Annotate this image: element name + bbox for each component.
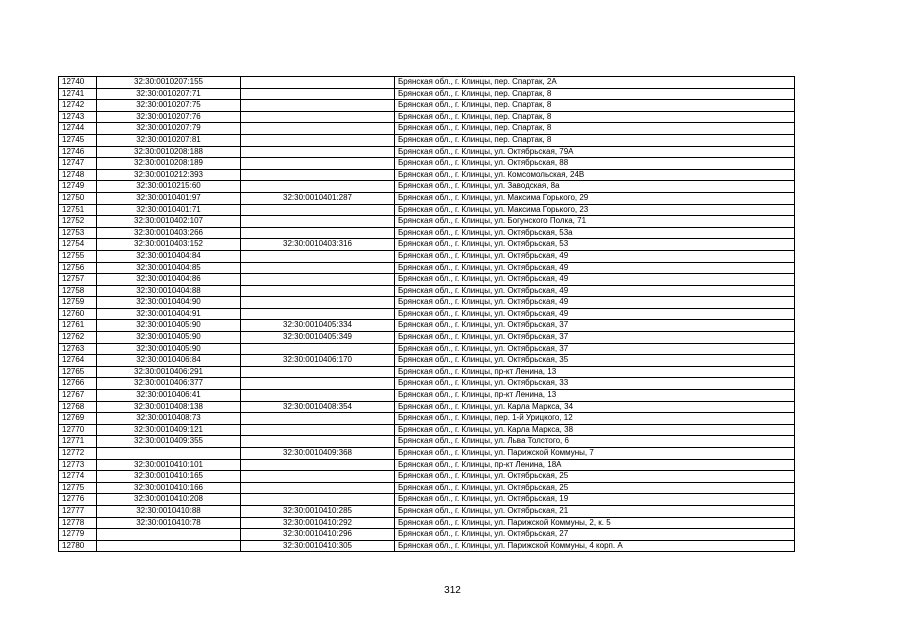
cadastral-number-cell: 32:30:0010401:97 <box>97 192 241 204</box>
row-number-cell: 12762 <box>59 332 97 344</box>
linked-cadastral-number-cell <box>241 216 395 228</box>
cadastral-number-cell: 32:30:0010207:81 <box>97 134 241 146</box>
table-row <box>59 436 795 448</box>
table-row <box>59 482 795 494</box>
cadastral-number-cell: 32:30:0010410:165 <box>97 471 241 483</box>
cadastral-number-cell: 32:30:0010404:90 <box>97 297 241 309</box>
table-row <box>59 343 795 355</box>
linked-cadastral-number-cell <box>241 262 395 274</box>
table-row <box>59 100 795 112</box>
row-number-cell: 12741 <box>59 88 97 100</box>
address-cell: Брянская обл., г. Клинцы, пер. Спартак, 8 <box>395 134 795 146</box>
table-row <box>59 134 795 146</box>
table-row <box>59 529 795 541</box>
linked-cadastral-number-cell <box>241 366 395 378</box>
registry-table <box>58 76 795 552</box>
row-number-cell: 12756 <box>59 262 97 274</box>
cadastral-number-cell: 32:30:0010410:88 <box>97 505 241 517</box>
address-cell: Брянская обл., г. Клинцы, пер. Спартак, 2А <box>395 77 795 89</box>
table-row <box>59 297 795 309</box>
address-cell: Брянская обл., г. Клинцы, ул. Октябрьская, 88 <box>395 158 795 170</box>
address-cell: Брянская обл., г. Клинцы, пер. Спартак, 8 <box>395 111 795 123</box>
table-row <box>59 390 795 402</box>
linked-cadastral-number-cell <box>241 459 395 471</box>
table-row <box>59 216 795 228</box>
address-cell: Брянская обл., г. Клинцы, пр-кт Ленина, 18А <box>395 459 795 471</box>
address-cell: Брянская обл., г. Клинцы, ул. Октябрьская, 49 <box>395 297 795 309</box>
cadastral-number-cell: 32:30:0010403:152 <box>97 239 241 251</box>
table-row <box>59 355 795 367</box>
table-row <box>59 250 795 262</box>
row-number-cell: 12758 <box>59 285 97 297</box>
address-cell: Брянская обл., г. Клинцы, ул. Богунского Полка, 71 <box>395 216 795 228</box>
table-row <box>59 378 795 390</box>
row-number-cell: 12747 <box>59 158 97 170</box>
table-row <box>59 517 795 529</box>
cadastral-number-cell: 32:30:0010404:85 <box>97 262 241 274</box>
address-cell: Брянская обл., г. Клинцы, ул. Октябрьская, 53 <box>395 239 795 251</box>
page-number: 312 <box>444 585 461 596</box>
table-row <box>59 169 795 181</box>
linked-cadastral-number-cell <box>241 274 395 286</box>
table-row <box>59 448 795 460</box>
address-cell: Брянская обл., г. Клинцы, ул. Октябрьская, 19 <box>395 494 795 506</box>
linked-cadastral-number-cell: 32:30:0010410:292 <box>241 517 395 529</box>
table-row <box>59 227 795 239</box>
cadastral-number-cell: 32:30:0010409:121 <box>97 424 241 436</box>
linked-cadastral-number-cell <box>241 181 395 193</box>
address-cell: Брянская обл., г. Клинцы, ул. Парижской Коммуны, 7 <box>395 448 795 460</box>
linked-cadastral-number-cell <box>241 169 395 181</box>
cadastral-number-cell: 32:30:0010405:90 <box>97 343 241 355</box>
row-number-cell: 12755 <box>59 250 97 262</box>
table-row <box>59 77 795 89</box>
cadastral-number-cell: 32:30:0010207:76 <box>97 111 241 123</box>
row-number-cell: 12752 <box>59 216 97 228</box>
linked-cadastral-number-cell: 32:30:0010403:316 <box>241 239 395 251</box>
linked-cadastral-number-cell <box>241 308 395 320</box>
row-number-cell: 12745 <box>59 134 97 146</box>
row-number-cell: 12750 <box>59 192 97 204</box>
table-row <box>59 366 795 378</box>
row-number-cell: 12753 <box>59 227 97 239</box>
linked-cadastral-number-cell <box>241 471 395 483</box>
linked-cadastral-number-cell: 32:30:0010401:287 <box>241 192 395 204</box>
row-number-cell: 12775 <box>59 482 97 494</box>
address-cell: Брянская обл., г. Клинцы, ул. Льва Толстого, 6 <box>395 436 795 448</box>
cadastral-number-cell: 32:30:0010405:90 <box>97 332 241 344</box>
address-cell: Брянская обл., г. Клинцы, ул. Октябрьская, 53а <box>395 227 795 239</box>
cadastral-number-cell: 32:30:0010408:138 <box>97 401 241 413</box>
linked-cadastral-number-cell: 32:30:0010406:170 <box>241 355 395 367</box>
address-cell: Брянская обл., г. Клинцы, ул. Октябрьская, 37 <box>395 343 795 355</box>
address-cell: Брянская обл., г. Клинцы, пер. Спартак, 8 <box>395 100 795 112</box>
cadastral-number-cell <box>97 540 241 552</box>
table-row <box>59 285 795 297</box>
table-row <box>59 494 795 506</box>
cadastral-number-cell: 32:30:0010410:166 <box>97 482 241 494</box>
cadastral-number-cell: 32:30:0010402:107 <box>97 216 241 228</box>
address-cell: Брянская обл., г. Клинцы, ул. Октябрьская, 49 <box>395 285 795 297</box>
linked-cadastral-number-cell <box>241 482 395 494</box>
cadastral-number-cell: 32:30:0010409:355 <box>97 436 241 448</box>
table-row <box>59 413 795 425</box>
address-cell: Брянская обл., г. Клинцы, ул. Октябрьская, 49 <box>395 308 795 320</box>
row-number-cell: 12740 <box>59 77 97 89</box>
table-row <box>59 505 795 517</box>
linked-cadastral-number-cell <box>241 158 395 170</box>
table-row <box>59 239 795 251</box>
cadastral-number-cell: 32:30:0010404:91 <box>97 308 241 320</box>
row-number-cell: 12760 <box>59 308 97 320</box>
table-row <box>59 123 795 135</box>
linked-cadastral-number-cell <box>241 494 395 506</box>
address-cell: Брянская обл., г. Клинцы, пр-кт Ленина, 13 <box>395 366 795 378</box>
row-number-cell: 12742 <box>59 100 97 112</box>
linked-cadastral-number-cell <box>241 250 395 262</box>
linked-cadastral-number-cell <box>241 111 395 123</box>
table-row <box>59 401 795 413</box>
cadastral-number-cell: 32:30:0010404:86 <box>97 274 241 286</box>
row-number-cell: 12780 <box>59 540 97 552</box>
address-cell: Брянская обл., г. Клинцы, ул. Комсомольская, 24В <box>395 169 795 181</box>
address-cell: Брянская обл., г. Клинцы, пер. Спартак, 8 <box>395 88 795 100</box>
table-row <box>59 88 795 100</box>
cadastral-number-cell <box>97 448 241 460</box>
row-number-cell: 12743 <box>59 111 97 123</box>
linked-cadastral-number-cell: 32:30:0010410:305 <box>241 540 395 552</box>
address-cell: Брянская обл., г. Клинцы, пер. Спартак, 8 <box>395 123 795 135</box>
row-number-cell: 12779 <box>59 529 97 541</box>
address-cell: Брянская обл., г. Клинцы, ул. Октябрьская, 49 <box>395 274 795 286</box>
row-number-cell: 12757 <box>59 274 97 286</box>
table-row <box>59 471 795 483</box>
linked-cadastral-number-cell: 32:30:0010410:285 <box>241 505 395 517</box>
address-cell: Брянская обл., г. Клинцы, ул. Парижской Коммуны, 4 корп. А <box>395 540 795 552</box>
cadastral-number-cell: 32:30:0010410:101 <box>97 459 241 471</box>
address-cell: Брянская обл., г. Клинцы, пр-кт Ленина, 13 <box>395 390 795 402</box>
linked-cadastral-number-cell <box>241 343 395 355</box>
linked-cadastral-number-cell <box>241 297 395 309</box>
cadastral-number-cell: 32:30:0010410:78 <box>97 517 241 529</box>
cadastral-number-cell: 32:30:0010406:41 <box>97 390 241 402</box>
linked-cadastral-number-cell: 32:30:0010405:334 <box>241 320 395 332</box>
address-cell: Брянская обл., г. Клинцы, ул. Октябрьская, 21 <box>395 505 795 517</box>
address-cell: Брянская обл., г. Клинцы, ул. Октябрьская, 25 <box>395 482 795 494</box>
cadastral-number-cell: 32:30:0010405:90 <box>97 320 241 332</box>
address-cell: Брянская обл., г. Клинцы, ул. Карла Маркса, 38 <box>395 424 795 436</box>
row-number-cell: 12769 <box>59 413 97 425</box>
row-number-cell: 12763 <box>59 343 97 355</box>
linked-cadastral-number-cell <box>241 424 395 436</box>
linked-cadastral-number-cell: 32:30:0010409:368 <box>241 448 395 460</box>
table-row <box>59 332 795 344</box>
address-cell: Брянская обл., г. Клинцы, ул. Максима Горького, 29 <box>395 192 795 204</box>
linked-cadastral-number-cell: 32:30:0010405:349 <box>241 332 395 344</box>
cadastral-number-cell: 32:30:0010208:188 <box>97 146 241 158</box>
row-number-cell: 12749 <box>59 181 97 193</box>
linked-cadastral-number-cell <box>241 378 395 390</box>
row-number-cell: 12777 <box>59 505 97 517</box>
row-number-cell: 12771 <box>59 436 97 448</box>
row-number-cell: 12767 <box>59 390 97 402</box>
table-row <box>59 146 795 158</box>
linked-cadastral-number-cell <box>241 77 395 89</box>
cadastral-number-cell: 32:30:0010406:291 <box>97 366 241 378</box>
table-row <box>59 192 795 204</box>
table-row <box>59 459 795 471</box>
table-row <box>59 204 795 216</box>
row-number-cell: 12751 <box>59 204 97 216</box>
table-row <box>59 424 795 436</box>
table-row <box>59 262 795 274</box>
cadastral-number-cell: 32:30:0010207:79 <box>97 123 241 135</box>
linked-cadastral-number-cell <box>241 227 395 239</box>
address-cell: Брянская обл., г. Клинцы, ул. Октябрьская, 49 <box>395 262 795 274</box>
table-row <box>59 111 795 123</box>
cadastral-number-cell: 32:30:0010212:393 <box>97 169 241 181</box>
linked-cadastral-number-cell <box>241 88 395 100</box>
linked-cadastral-number-cell <box>241 123 395 135</box>
row-number-cell: 12765 <box>59 366 97 378</box>
row-number-cell: 12746 <box>59 146 97 158</box>
row-number-cell: 12754 <box>59 239 97 251</box>
linked-cadastral-number-cell <box>241 390 395 402</box>
row-number-cell: 12766 <box>59 378 97 390</box>
row-number-cell: 12764 <box>59 355 97 367</box>
linked-cadastral-number-cell: 32:30:0010410:296 <box>241 529 395 541</box>
registry-table-body <box>59 77 795 552</box>
row-number-cell: 12773 <box>59 459 97 471</box>
table-row <box>59 181 795 193</box>
address-cell: Брянская обл., г. Клинцы, ул. Карла Маркса, 34 <box>395 401 795 413</box>
cadastral-number-cell: 32:30:0010207:75 <box>97 100 241 112</box>
linked-cadastral-number-cell <box>241 436 395 448</box>
cadastral-number-cell: 32:30:0010403:266 <box>97 227 241 239</box>
cadastral-number-cell: 32:30:0010404:84 <box>97 250 241 262</box>
linked-cadastral-number-cell <box>241 204 395 216</box>
cadastral-number-cell: 32:30:0010207:71 <box>97 88 241 100</box>
table-row <box>59 308 795 320</box>
row-number-cell: 12744 <box>59 123 97 135</box>
address-cell: Брянская обл., г. Клинцы, ул. Октябрьская, 79А <box>395 146 795 158</box>
cadastral-number-cell: 32:30:0010215:60 <box>97 181 241 193</box>
table-row <box>59 540 795 552</box>
row-number-cell: 12770 <box>59 424 97 436</box>
row-number-cell: 12761 <box>59 320 97 332</box>
address-cell: Брянская обл., г. Клинцы, пер. 1-й Урицкого, 12 <box>395 413 795 425</box>
cadastral-number-cell: 32:30:0010410:208 <box>97 494 241 506</box>
linked-cadastral-number-cell <box>241 134 395 146</box>
address-cell: Брянская обл., г. Клинцы, ул. Октябрьская, 33 <box>395 378 795 390</box>
address-cell: Брянская обл., г. Клинцы, ул. Октябрьская, 35 <box>395 355 795 367</box>
address-cell: Брянская обл., г. Клинцы, ул. Октябрьская, 49 <box>395 250 795 262</box>
row-number-cell: 12772 <box>59 448 97 460</box>
address-cell: Брянская обл., г. Клинцы, ул. Октябрьская, 37 <box>395 320 795 332</box>
address-cell: Брянская обл., г. Клинцы, ул. Максима Горького, 23 <box>395 204 795 216</box>
cadastral-number-cell: 32:30:0010401:71 <box>97 204 241 216</box>
cadastral-number-cell: 32:30:0010208:189 <box>97 158 241 170</box>
table-row <box>59 158 795 170</box>
cadastral-number-cell: 32:30:0010404:88 <box>97 285 241 297</box>
linked-cadastral-number-cell <box>241 285 395 297</box>
address-cell: Брянская обл., г. Клинцы, ул. Парижской Коммуны, 2, к. 5 <box>395 517 795 529</box>
row-number-cell: 12776 <box>59 494 97 506</box>
address-cell: Брянская обл., г. Клинцы, ул. Октябрьская, 25 <box>395 471 795 483</box>
cadastral-number-cell: 32:30:0010408:73 <box>97 413 241 425</box>
address-cell: Брянская обл., г. Клинцы, ул. Заводская, 8а <box>395 181 795 193</box>
linked-cadastral-number-cell <box>241 146 395 158</box>
cadastral-number-cell: 32:30:0010207:155 <box>97 77 241 89</box>
address-cell: Брянская обл., г. Клинцы, ул. Октябрьская, 27 <box>395 529 795 541</box>
linked-cadastral-number-cell: 32:30:0010408:354 <box>241 401 395 413</box>
table-row <box>59 320 795 332</box>
row-number-cell: 12768 <box>59 401 97 413</box>
row-number-cell: 12748 <box>59 169 97 181</box>
linked-cadastral-number-cell <box>241 413 395 425</box>
address-cell: Брянская обл., г. Клинцы, ул. Октябрьская, 37 <box>395 332 795 344</box>
cadastral-number-cell <box>97 529 241 541</box>
row-number-cell: 12759 <box>59 297 97 309</box>
row-number-cell: 12774 <box>59 471 97 483</box>
cadastral-number-cell: 32:30:0010406:377 <box>97 378 241 390</box>
linked-cadastral-number-cell <box>241 100 395 112</box>
row-number-cell: 12778 <box>59 517 97 529</box>
cadastral-number-cell: 32:30:0010406:84 <box>97 355 241 367</box>
table-row <box>59 274 795 286</box>
